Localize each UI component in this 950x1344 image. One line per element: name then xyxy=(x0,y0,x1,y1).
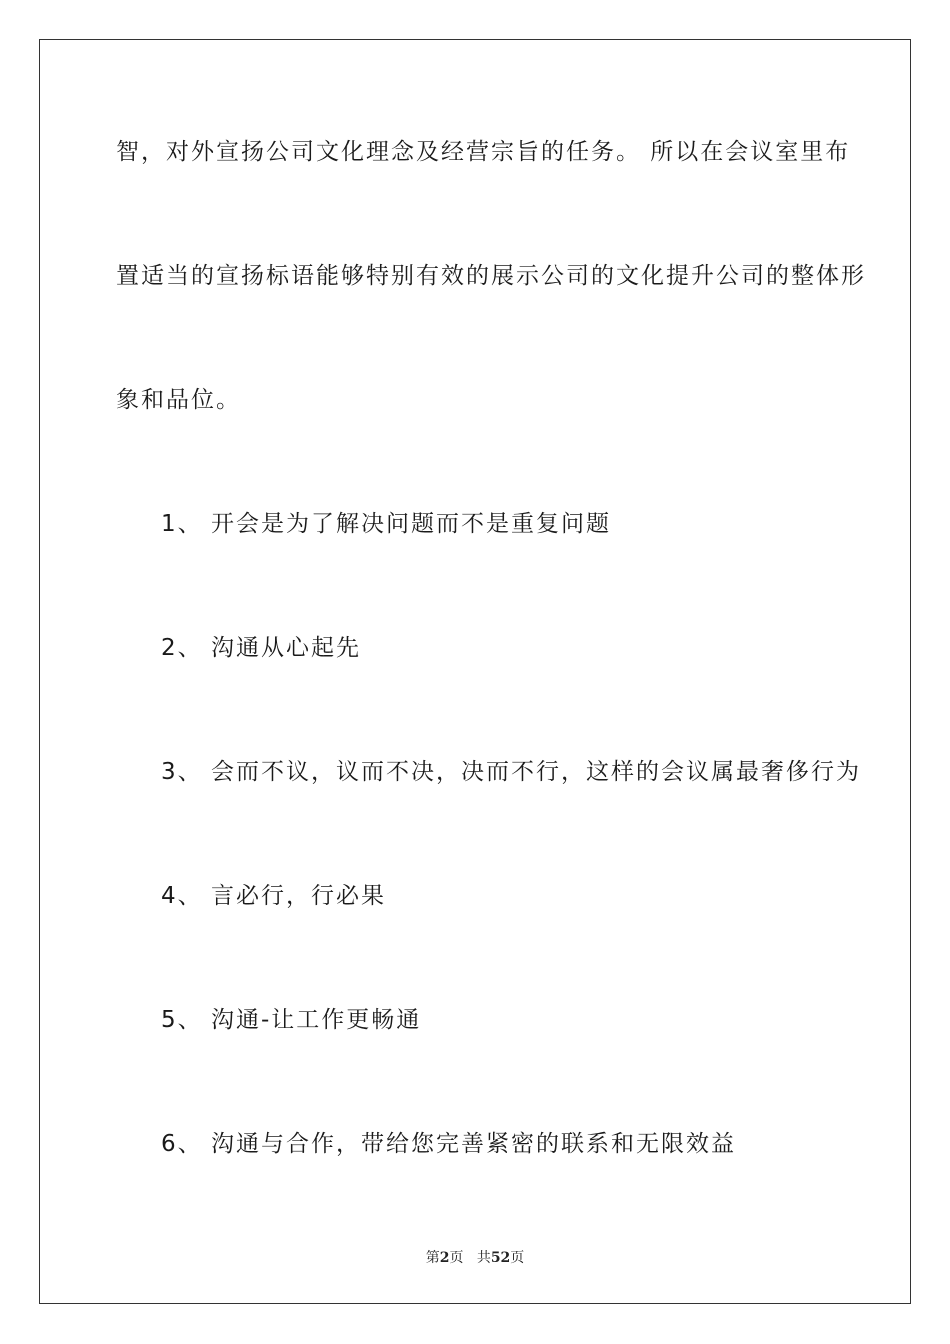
footer-page-prefix: 第 xyxy=(425,1250,440,1266)
page-footer xyxy=(0,1247,950,1267)
list-item-number: 1、 xyxy=(161,511,203,537)
list-item xyxy=(161,509,611,539)
list-item-number: 5、 xyxy=(161,1007,203,1033)
footer-total-pages: 52 xyxy=(490,1250,511,1266)
list-item xyxy=(161,881,386,911)
list-item-text: 沟通与合作，带给您完善紧密的联系和无限效益 xyxy=(211,1131,736,1157)
paragraph-line-1: 智，对外宣扬公司文化理念及经营宗旨的任务。 所以在会议室里布 xyxy=(116,139,851,165)
list-item-number: 3、 xyxy=(161,759,203,785)
list-item-text: 言必行，行必果 xyxy=(211,883,386,909)
page-frame xyxy=(39,39,911,1304)
footer-page-number: 2 xyxy=(439,1250,450,1266)
list-item-number: 6、 xyxy=(161,1131,203,1157)
footer-total-prefix: 共 xyxy=(476,1250,491,1266)
list-item-number: 4、 xyxy=(161,883,203,909)
list-item xyxy=(161,633,361,663)
paragraph-line-3: 象和品位。 xyxy=(116,387,241,413)
list-item xyxy=(161,1005,421,1035)
footer-page-suffix: 页 xyxy=(449,1250,464,1266)
paragraph-line-2: 置适当的宣扬标语能够特别有效的展示公司的文化提升公司的整体形 xyxy=(116,263,866,289)
list-item-text: 会而不议，议而不决，决而不行，这样的会议属最奢侈行为 xyxy=(211,759,861,785)
footer-total-suffix: 页 xyxy=(510,1250,525,1266)
list-item-number: 2、 xyxy=(161,635,203,661)
list-item-text: 沟通-让工作更畅通 xyxy=(211,1007,422,1033)
list-item xyxy=(161,757,861,787)
list-item xyxy=(161,1129,736,1159)
list-item-text: 开会是为了解决问题而不是重复问题 xyxy=(211,511,611,537)
list-item-text: 沟通从心起先 xyxy=(211,635,361,661)
